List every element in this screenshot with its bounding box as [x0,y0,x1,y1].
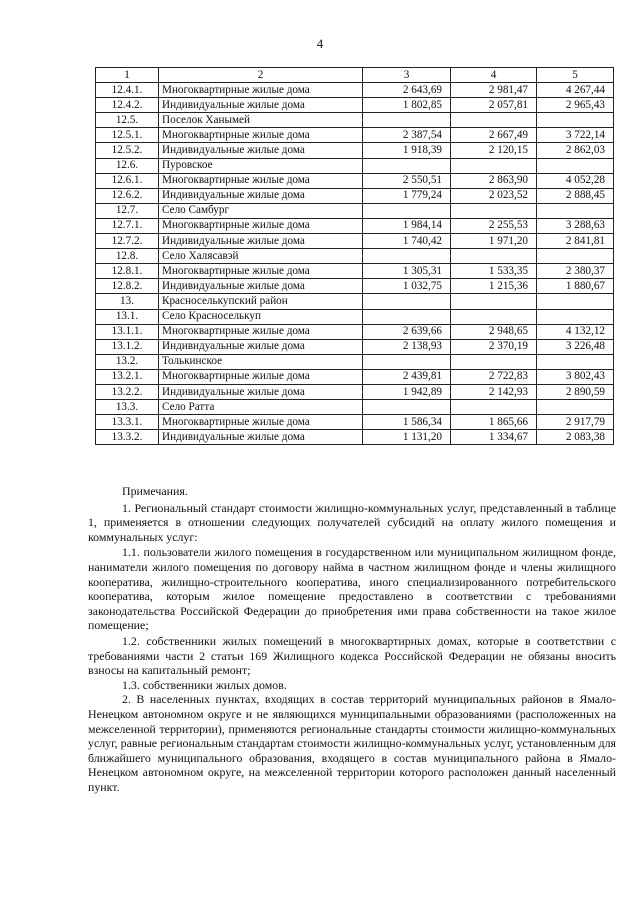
table-row [96,83,614,98]
table-row [96,415,614,430]
row-name-cell: Многоквартирные жилые дома [159,83,363,98]
row-value-cell: 1 984,14 [363,218,451,233]
row-name-cell: Пуровское [159,158,363,173]
row-value-cell: 2 387,54 [363,128,451,143]
row-name-cell: Индивидуальные жилые дома [159,98,363,113]
row-value-cell [451,249,537,264]
table-row [96,173,614,188]
page-number: 4 [316,36,324,51]
row-value-cell: 2 380,37 [537,264,614,279]
row-code-cell: 13.1.2. [96,339,159,354]
row-value-cell: 1 942,89 [363,384,451,399]
table-row [96,113,614,128]
row-value-cell [363,158,451,173]
row-value-cell [363,203,451,218]
row-code-cell: 12.5.1. [96,128,159,143]
row-value-cell: 1 032,75 [363,279,451,294]
row-value-cell: 3 226,48 [537,339,614,354]
row-value-cell [451,309,537,324]
row-code-cell: 12.5.2. [96,143,159,158]
row-value-cell: 1 533,35 [451,264,537,279]
row-value-cell: 2 863,90 [451,173,537,188]
notes-title: Примечания. [122,484,188,498]
row-value-cell: 2 639,66 [363,324,451,339]
column-header: 2 [159,68,363,83]
table-row [96,369,614,384]
row-name-cell: Многоквартирные жилые дома [159,415,363,430]
row-value-cell: 3 722,14 [537,128,614,143]
row-value-cell: 1 918,39 [363,143,451,158]
row-name-cell: Толькинское [159,354,363,369]
row-value-cell: 2 120,15 [451,143,537,158]
row-value-cell [537,158,614,173]
table-row [96,158,614,173]
row-code-cell: 12.7.2. [96,234,159,249]
row-value-cell: 2 138,93 [363,339,451,354]
column-header: 5 [537,68,614,83]
row-value-cell [363,400,451,415]
row-value-cell: 2 439,81 [363,369,451,384]
row-value-cell: 2 862,03 [537,143,614,158]
row-value-cell [537,113,614,128]
row-value-cell: 1 131,20 [363,430,451,445]
row-value-cell: 2 550,51 [363,173,451,188]
row-value-cell: 2 981,47 [451,83,537,98]
row-code-cell: 13.2.2. [96,384,159,399]
row-value-cell: 2 643,69 [363,83,451,98]
row-value-cell: 4 132,12 [537,324,614,339]
row-name-cell: Село Ратта [159,400,363,415]
row-value-cell [363,249,451,264]
row-code-cell: 13.3.2. [96,430,159,445]
table-row [96,203,614,218]
row-name-cell: Индивидуальные жилые дома [159,339,363,354]
row-value-cell: 2 667,49 [451,128,537,143]
table-row [96,218,614,233]
row-name-cell: Многоквартирные жилые дома [159,173,363,188]
column-header: 1 [96,68,159,83]
row-code-cell: 12.4.2. [96,98,159,113]
row-value-cell: 1 971,20 [451,234,537,249]
row-value-cell [537,203,614,218]
row-code-cell: 12.6. [96,158,159,173]
row-value-cell [451,294,537,309]
row-value-cell [363,294,451,309]
table-row [96,339,614,354]
row-value-cell: 1 865,66 [451,415,537,430]
row-name-cell: Индивидуальные жилые дома [159,430,363,445]
note-paragraph: 1.3. собственники жилых домов. [122,677,287,692]
row-value-cell: 2 841,81 [537,234,614,249]
row-value-cell [451,354,537,369]
row-value-cell: 4 267,44 [537,83,614,98]
row-name-cell: Село Самбург [159,203,363,218]
row-value-cell [451,158,537,173]
row-name-cell: Многоквартирные жилые дома [159,264,363,279]
table-row [96,249,614,264]
row-name-cell: Индивидуальные жилые дома [159,384,363,399]
row-name-cell: Индивидуальные жилые дома [159,188,363,203]
row-value-cell: 2 255,53 [451,218,537,233]
note-paragraph: 1. Региональный стандарт стоимости жилищно-коммунальных услуг, представленный в таблице 1, применяется в отношении следующих получателей субсидий на оплату жилого помещения и коммунальных услуг: [88,500,616,544]
row-value-cell: 2 142,93 [451,384,537,399]
row-value-cell: 1 215,36 [451,279,537,294]
row-value-cell: 2 965,43 [537,98,614,113]
row-value-cell [537,400,614,415]
row-name-cell: Индивидуальные жилые дома [159,143,363,158]
row-value-cell [363,113,451,128]
row-value-cell: 2 917,79 [537,415,614,430]
row-value-cell [363,309,451,324]
row-value-cell: 1 586,34 [363,415,451,430]
row-value-cell: 1 802,85 [363,98,451,113]
row-code-cell: 13. [96,294,159,309]
column-header: 3 [363,68,451,83]
row-value-cell: 1 779,24 [363,188,451,203]
table-row [96,143,614,158]
row-value-cell [537,249,614,264]
row-name-cell: Индивидуальные жилые дома [159,234,363,249]
row-value-cell: 2 890,59 [537,384,614,399]
row-value-cell: 2 083,38 [537,430,614,445]
table-row [96,384,614,399]
table-row [96,98,614,113]
row-value-cell [537,354,614,369]
row-code-cell: 12.4.1. [96,83,159,98]
note-paragraph: 1.1. пользователи жилого помещения в государственном или муниципальном жилищном фонде, наниматели жилого помещения по договору найма в частном жилищном фонде и члены жилищного кооператива, жилищно-строительного кооператива, иного специализированного потребительского кооператива, которым жилое помещение предоставлено в соответствии с требованиями законодательства Российской Федерации до приобретения ими права собственности на такое жилое помещение; [88,545,616,633]
table-row [96,354,614,369]
row-name-cell: Поселок Ханымей [159,113,363,128]
row-code-cell: 12.8.1. [96,264,159,279]
row-name-cell: Село Халясавэй [159,249,363,264]
row-value-cell [451,400,537,415]
row-value-cell [537,309,614,324]
table-row [96,264,614,279]
table-row [96,128,614,143]
table-row [96,324,614,339]
row-value-cell [451,113,537,128]
row-name-cell: Индивидуальные жилые дома [159,279,363,294]
row-name-cell: Многоквартирные жилые дома [159,218,363,233]
table-row [96,279,614,294]
row-code-cell: 12.6.1. [96,173,159,188]
table-row [96,400,614,415]
row-value-cell: 3 288,63 [537,218,614,233]
row-code-cell: 13.2. [96,354,159,369]
row-value-cell: 2 023,52 [451,188,537,203]
row-name-cell: Многоквартирные жилые дома [159,128,363,143]
row-name-cell: Многоквартирные жилые дома [159,324,363,339]
note-paragraph: 2. В населенных пунктах, входящих в состав территорий муниципальных районов в Ямало-Ненецком автономном округе и не являющихся муниципальными образованиями (расположенных на межселенной территории), применяются региональные стандарты стоимости жилищно-коммунальных услуг, равные региональным стандартам стоимости жилищно-коммунальных услуг, установленным для ближайшего муниципального образования, входящего в состав муниципального района в Ямало-Ненецком автономном округе, на межселенной территории которого расположен данный населенный пункт. [88,692,616,794]
table-row [96,234,614,249]
table-row [96,188,614,203]
column-header: 4 [451,68,537,83]
row-value-cell: 1 740,42 [363,234,451,249]
row-name-cell: Многоквартирные жилые дома [159,369,363,384]
row-code-cell: 13.3. [96,400,159,415]
row-value-cell: 2 948,65 [451,324,537,339]
row-value-cell: 2 370,19 [451,339,537,354]
row-code-cell: 12.8. [96,249,159,264]
tariff-table [95,67,614,445]
row-value-cell [451,203,537,218]
table-header-row [96,68,614,83]
table-body [96,68,614,445]
row-code-cell: 13.3.1. [96,415,159,430]
table-row [96,294,614,309]
row-value-cell: 1 334,67 [451,430,537,445]
table-row [96,309,614,324]
row-value-cell [537,294,614,309]
row-name-cell: Село Красноселькуп [159,309,363,324]
row-code-cell: 13.1. [96,309,159,324]
row-code-cell: 12.7.1. [96,218,159,233]
row-value-cell: 1 305,31 [363,264,451,279]
row-value-cell [363,354,451,369]
row-value-cell: 1 880,67 [537,279,614,294]
table-row [96,430,614,445]
row-value-cell: 4 052,28 [537,173,614,188]
notes-section [88,484,616,794]
row-value-cell: 2 722,83 [451,369,537,384]
row-value-cell: 2 057,81 [451,98,537,113]
row-code-cell: 13.1.1. [96,324,159,339]
row-code-cell: 12.7. [96,203,159,218]
row-code-cell: 13.2.1. [96,369,159,384]
row-code-cell: 12.8.2. [96,279,159,294]
row-name-cell: Красноселькупский район [159,294,363,309]
row-value-cell: 3 802,43 [537,369,614,384]
note-paragraph: 1.2. собственники жилых помещений в многоквартирных домах, которые в соответствии с требованиями части 2 статьи 169 Жилищного кодекса Российской Федерации не обязаны вносить взносы на капитальный ремонт; [88,633,616,678]
row-code-cell: 12.6.2. [96,188,159,203]
row-value-cell: 2 888,45 [537,188,614,203]
row-code-cell: 12.5. [96,113,159,128]
